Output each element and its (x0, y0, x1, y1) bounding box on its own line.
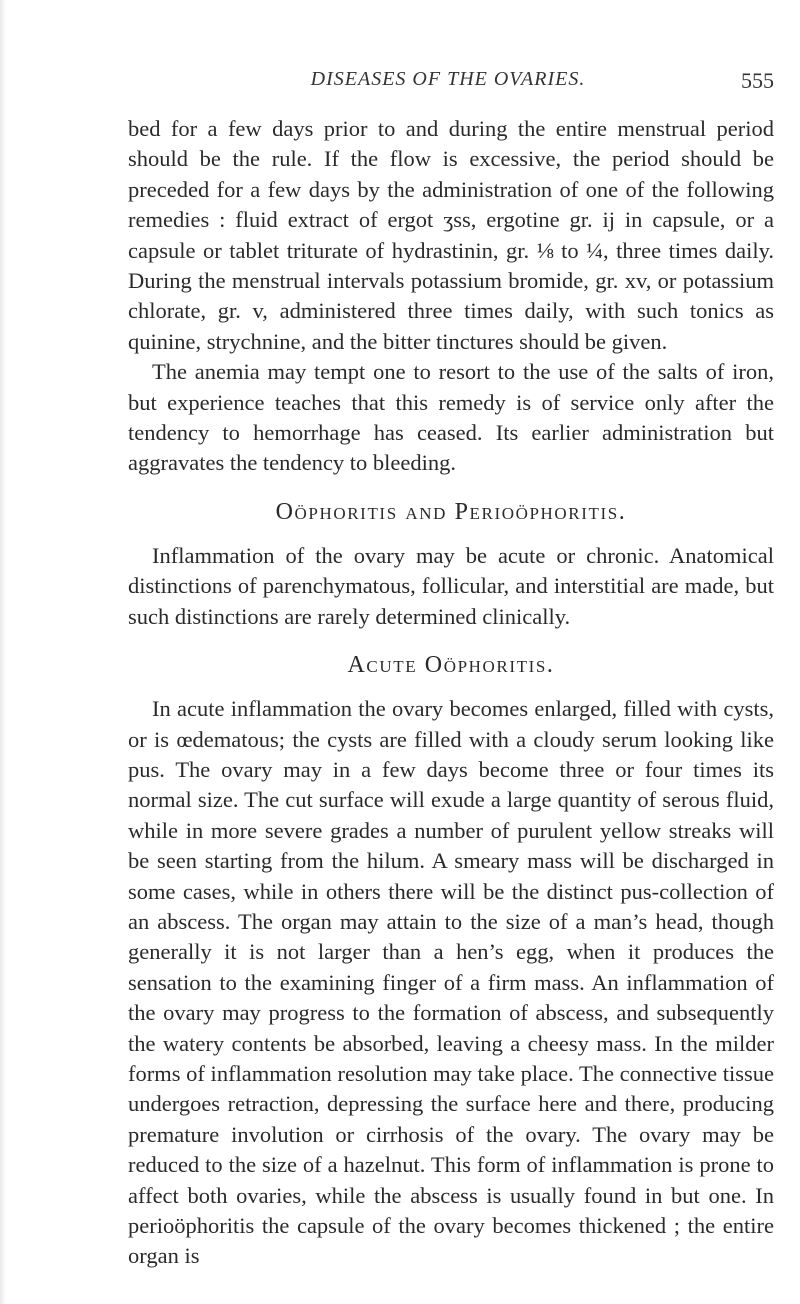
paragraph-menstrual-treatment: bed for a few days prior to and during the entire menstrual period should be the rule. If the flow is excessive, the period should be preceded for a few days by the administration of one of the following remedies : fluid extract of ergot ʒss, ergotine gr. ij in capsule, or a capsule or tablet triturate of hydrastinin, gr. ⅛ to ¼, three times daily. During the menstrual intervals potassium bromide, gr. xv, or potassium chlorate, gr. v, administered three times daily, with such tonics as quinine, strychnine, and the bitter tinctures should be given. (128, 116, 774, 354)
page-edge-shadow (0, 0, 6, 1304)
page-number: 555 (741, 68, 774, 93)
paragraph-inflammation-types: Inflammation of the ovary may be acute or chronic. Anatomical distinctions of parenchymatous, follicular, and interstitial are made, but such distinctions are rarely determined clinically. (128, 542, 774, 629)
section-heading-oophoritis: Oöphoritis and Perioöphoritis. (275, 498, 627, 525)
paragraph-anemia-iron: The anemia may tempt one to resort to the use of the salts of iron, but experience teaches that this remedy is of service only after the tendency to hemorrhage has ceased. Its earlier administration but aggravates the tendency to bleeding. (128, 359, 774, 476)
section-heading-acute-oophoritis: Acute Oöphoritis. (347, 652, 555, 679)
body-text (128, 114, 774, 1272)
paragraph-acute-inflammation: In acute inflammation the ovary becomes enlarged, filled with cysts, or is œdematous; the cysts are filled with a cloudy serum looking like pus. The ovary may in a few days become three or four times its normal size. The cut surface will exude a large quantity of serous fluid, while in more severe grades a number of purulent yellow streaks will be seen starting from the hilum. A smeary mass will be discharged in some cases, while in others there will be the distinct pus-collection of an abscess. The organ may attain to the size of a man’s head, though generally it is not larger than a hen’s egg, when it produces the sensation to the examining finger of a firm mass. An inflammation of the ovary may progress to the formation of abscess, and subsequently the watery contents be absorbed, leaving a cheesy mass. In the milder forms of inflammation resolution may take place. The connective tissue undergoes retraction, depressing the surface here and there, producing premature involution or cirrhosis of the ovary. The ovary may be reduced to the size of a hazelnut. This form of inflammation is prone to affect both ovaries, while the abscess is usually found in but one. In perioöphoritis the capsule of the ovary becomes thickened ; the entire organ is (128, 696, 774, 1269)
running-title: DISEASES OF THE OVARIES. (310, 68, 586, 90)
running-head (128, 68, 774, 108)
